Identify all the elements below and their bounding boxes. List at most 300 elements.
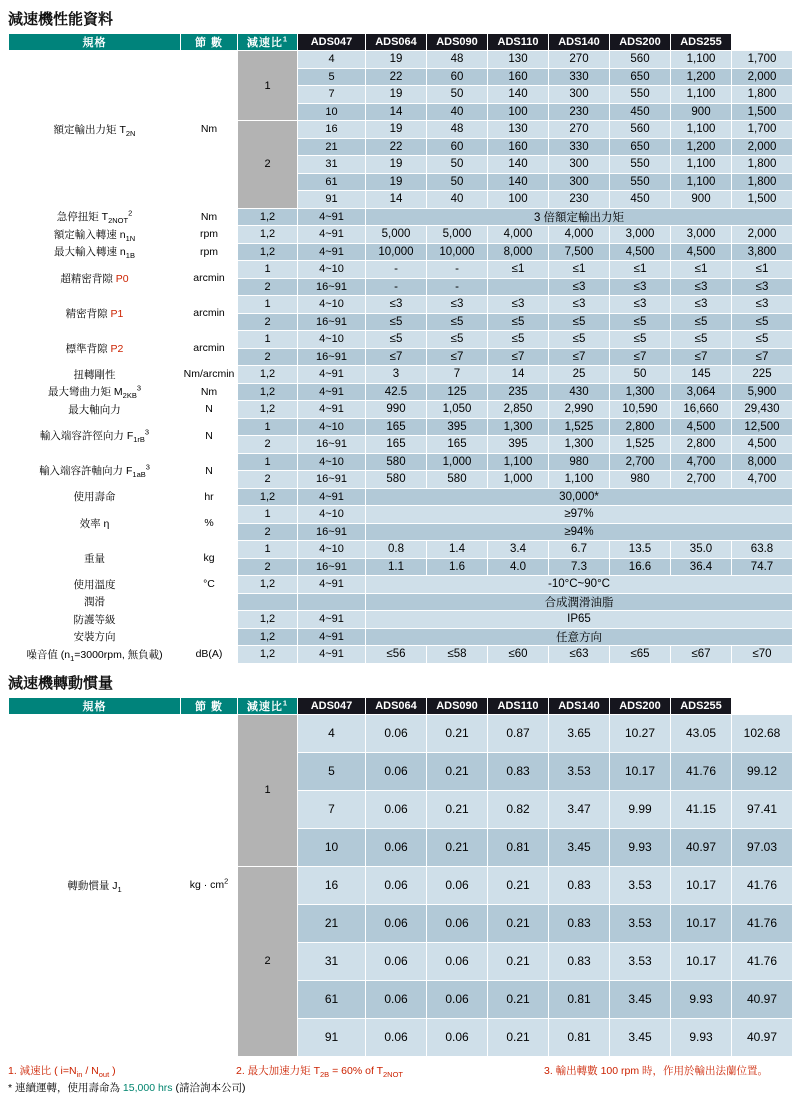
value-cell: 300 (549, 86, 610, 104)
value-cell: ≤3 (549, 296, 610, 314)
ratio-cell: 16~91 (298, 278, 366, 296)
value-cell: 19 (366, 156, 427, 174)
table-row (9, 611, 793, 629)
value-cell: 3.45 (610, 980, 671, 1018)
value-cell: 60 (427, 68, 488, 86)
stage-cell: 1,2 (238, 383, 298, 401)
value-cell: 980 (549, 453, 610, 471)
value-cell: ≤1 (732, 261, 793, 279)
value-cell: 580 (366, 471, 427, 489)
value-cell: 50 (427, 86, 488, 104)
value-cell: 35.0 (671, 541, 732, 559)
spec-cell: 額定輸出力矩 $T_{2N}$ (9, 51, 181, 209)
value-cell: 580 (427, 471, 488, 489)
value-cell: ≤7 (427, 348, 488, 366)
value-cell: 0.83 (549, 942, 610, 980)
stage-cell: 1 (238, 261, 298, 279)
model-header: ADS047 (298, 34, 366, 51)
value-cell: 145 (671, 366, 732, 384)
model-header: ADS090 (427, 697, 488, 714)
value-cell: 5,000 (366, 226, 427, 244)
value-cell: 270 (549, 51, 610, 69)
unit-cell: Nm (181, 51, 238, 209)
footnote-2: 2. 最大加速力矩 $T_{2B} = 60\%$ of $T_{2NOT}$ (236, 1064, 404, 1079)
stage-cell: 2 (238, 313, 298, 331)
spec-cell: 重量 (9, 541, 181, 576)
value-cell: ≤5 (610, 313, 671, 331)
value-cell: ≤5 (427, 313, 488, 331)
spec-cell: 潤滑 (9, 593, 181, 611)
value-cell: - (366, 261, 427, 279)
value-cell: ≤7 (610, 348, 671, 366)
value-cell: 330 (549, 68, 610, 86)
ratio-cell: 5 (298, 752, 366, 790)
value-cell (488, 278, 549, 296)
value-cell: 16.6 (610, 558, 671, 576)
value-cell: 580 (366, 453, 427, 471)
spec-cell: 使用溫度 (9, 576, 181, 594)
value-cell: 1,800 (732, 173, 793, 191)
value-cell: 0.21 (488, 980, 549, 1018)
section-title-inertia: 減速機轉動慣量 (8, 674, 114, 692)
footnote-3: 3. 輸出轉數 100 rpm 時，作用於輸出法蘭位置。 (544, 1064, 769, 1077)
model-header: ADS200 (610, 34, 671, 51)
unit-cell (181, 628, 238, 646)
span-value-cell: 任意方向 (366, 628, 793, 646)
stage-cell: 2 (238, 278, 298, 296)
value-cell: ≤3 (488, 296, 549, 314)
unit-cell: N (181, 401, 238, 419)
table-row (9, 383, 793, 401)
value-cell: ≤3 (732, 296, 793, 314)
unit-cell: rpm (181, 226, 238, 244)
stage-cell: 1,2 (238, 646, 298, 664)
value-cell: 550 (610, 156, 671, 174)
value-cell: 9.93 (671, 980, 732, 1018)
value-cell: 450 (610, 191, 671, 209)
value-cell: 19 (366, 173, 427, 191)
value-cell: 0.06 (366, 980, 427, 1018)
value-cell: 1,500 (732, 103, 793, 121)
value-cell: 1,700 (732, 51, 793, 69)
unit-cell: Nm/arcmin (181, 366, 238, 384)
value-cell: 4,500 (732, 436, 793, 454)
stage-cell: 1 (238, 453, 298, 471)
value-cell: 130 (488, 51, 549, 69)
value-cell: 650 (610, 68, 671, 86)
value-cell: 19 (366, 121, 427, 139)
value-cell: 10.17 (671, 866, 732, 904)
value-cell: ≤3 (549, 278, 610, 296)
ratio-cell: 5 (298, 68, 366, 86)
value-cell: 165 (366, 436, 427, 454)
value-cell: 3.53 (610, 866, 671, 904)
value-cell: 97.03 (732, 828, 793, 866)
value-cell: 9.93 (671, 1018, 732, 1056)
table-row (9, 541, 793, 559)
value-cell: 3.53 (610, 904, 671, 942)
table-row (9, 506, 793, 524)
span-value-cell: ≥97% (366, 506, 793, 524)
spec-cell: 防護等級 (9, 611, 181, 629)
value-cell: 14 (366, 191, 427, 209)
table-row (9, 226, 793, 244)
value-cell: 100 (488, 103, 549, 121)
value-cell: 0.21 (427, 714, 488, 752)
spec-header: 規格 (9, 697, 181, 714)
value-cell: ≤70 (732, 646, 793, 664)
value-cell: 10,000 (427, 243, 488, 261)
value-cell: 2,800 (610, 418, 671, 436)
table-row (9, 331, 793, 349)
value-cell: 10,590 (610, 401, 671, 419)
value-cell: 9.99 (610, 790, 671, 828)
value-cell: 10.17 (671, 942, 732, 980)
spec-cell: 轉動慣量 $J_1$ (9, 714, 181, 1056)
value-cell: 3.4 (488, 541, 549, 559)
table-row (9, 208, 793, 226)
spec-cell: 超精密背隙 P0 (9, 261, 181, 296)
value-cell: ≤3 (671, 278, 732, 296)
value-cell: 1,000 (427, 453, 488, 471)
value-cell: ≤3 (427, 296, 488, 314)
value-cell: 0.21 (427, 752, 488, 790)
value-cell: 990 (366, 401, 427, 419)
stage-cell: 2 (238, 471, 298, 489)
ratio-cell: 4 (298, 714, 366, 752)
ratio-cell (298, 593, 366, 611)
value-cell: 8,000 (732, 453, 793, 471)
model-header: ADS110 (488, 697, 549, 714)
value-cell: 63.8 (732, 541, 793, 559)
unit-cell: Nm (181, 383, 238, 401)
ratio-cell: 4~10 (298, 453, 366, 471)
stage-cell: 1,2 (238, 366, 298, 384)
value-cell: ≤7 (549, 348, 610, 366)
value-cell: 97.41 (732, 790, 793, 828)
performance-table-header (9, 34, 793, 51)
model-header: ADS090 (427, 34, 488, 51)
table-row (9, 51, 793, 69)
unit-cell: arcmin (181, 331, 238, 366)
footnotes (8, 1063, 792, 1078)
value-cell: ≤1 (549, 261, 610, 279)
value-cell: 0.83 (549, 904, 610, 942)
value-cell: ≤3 (610, 296, 671, 314)
table-row (9, 576, 793, 594)
value-cell: 3.45 (610, 1018, 671, 1056)
value-cell: 0.82 (488, 790, 549, 828)
value-cell: ≤5 (488, 313, 549, 331)
value-cell: ≤3 (366, 296, 427, 314)
value-cell: ≤5 (671, 313, 732, 331)
ratio-cell: 4~91 (298, 628, 366, 646)
value-cell: 22 (366, 138, 427, 156)
stage-cell: 1 (238, 331, 298, 349)
model-header: ADS255 (671, 34, 732, 51)
table-row (9, 453, 793, 471)
stage-cell: 1 (238, 418, 298, 436)
value-cell: 0.21 (488, 866, 549, 904)
spec-header: 規格 (9, 34, 181, 51)
value-cell: 1,300 (549, 436, 610, 454)
value-cell: 10.17 (610, 752, 671, 790)
stage-cell: 2 (238, 866, 298, 1056)
ratio-cell: 4 (298, 51, 366, 69)
value-cell: 10.17 (671, 904, 732, 942)
value-cell: 230 (549, 191, 610, 209)
span-value-cell: 3 倍額定輸出力矩 (366, 208, 793, 226)
value-cell: 10,000 (366, 243, 427, 261)
value-cell: 270 (549, 121, 610, 139)
value-cell: 300 (549, 173, 610, 191)
unit-cell: Nm (181, 208, 238, 226)
ratio-header: 減速比$^1$ (238, 697, 298, 714)
table-row (9, 261, 793, 279)
value-cell: 980 (610, 471, 671, 489)
value-cell: 165 (427, 436, 488, 454)
value-cell: 235 (488, 383, 549, 401)
model-header: ADS047 (298, 697, 366, 714)
value-cell: 160 (488, 68, 549, 86)
value-cell: 2,000 (732, 226, 793, 244)
value-cell: 0.21 (427, 790, 488, 828)
value-cell: 0.06 (366, 752, 427, 790)
value-cell: ≤67 (671, 646, 732, 664)
value-cell: 0.21 (488, 904, 549, 942)
value-cell: 0.81 (549, 1018, 610, 1056)
value-cell: 395 (427, 418, 488, 436)
model-header: ADS140 (549, 697, 610, 714)
value-cell: ≤5 (732, 331, 793, 349)
ratio-cell: 4~91 (298, 611, 366, 629)
value-cell: 2,700 (671, 471, 732, 489)
stages-header: 節 數 (181, 34, 238, 51)
value-cell: 900 (671, 191, 732, 209)
value-cell: 40.97 (671, 828, 732, 866)
ratio-cell: 16~91 (298, 523, 366, 541)
stage-cell: 1,2 (238, 243, 298, 261)
value-cell: 41.76 (732, 866, 793, 904)
value-cell: ≤5 (366, 313, 427, 331)
value-cell: 3.65 (549, 714, 610, 752)
value-cell: ≤3 (610, 278, 671, 296)
value-cell: 0.06 (427, 942, 488, 980)
model-header: ADS200 (610, 697, 671, 714)
value-cell: 74.7 (732, 558, 793, 576)
value-cell: 50 (610, 366, 671, 384)
value-cell: 2,800 (671, 436, 732, 454)
stage-cell: 1,2 (238, 401, 298, 419)
value-cell: 230 (549, 103, 610, 121)
table-row (9, 418, 793, 436)
value-cell: 560 (610, 121, 671, 139)
stage-cell: 1 (238, 506, 298, 524)
value-cell: 99.12 (732, 752, 793, 790)
value-cell: 7,500 (549, 243, 610, 261)
value-cell: 450 (610, 103, 671, 121)
value-cell: 0.06 (366, 790, 427, 828)
value-cell: 19 (366, 51, 427, 69)
value-cell: 4.0 (488, 558, 549, 576)
stage-cell: 1,2 (238, 576, 298, 594)
value-cell: 0.06 (366, 1018, 427, 1056)
value-cell: 2,700 (610, 453, 671, 471)
value-cell: 0.8 (366, 541, 427, 559)
value-cell: ≤58 (427, 646, 488, 664)
value-cell: 40.97 (732, 1018, 793, 1056)
unit-cell: rpm (181, 243, 238, 261)
value-cell: 900 (671, 103, 732, 121)
value-cell: - (427, 278, 488, 296)
spec-cell: 急停扭矩 $T_{2NOT}^2$ (9, 208, 181, 226)
value-cell: ≤7 (732, 348, 793, 366)
value-cell: 0.81 (488, 828, 549, 866)
spec-cell: 輸入端容許軸向力 $F_{1aB}^3$ (9, 453, 181, 488)
value-cell: 8,000 (488, 243, 549, 261)
ratio-cell: 61 (298, 173, 366, 191)
ratio-cell: 4~91 (298, 401, 366, 419)
value-cell: 1,200 (671, 68, 732, 86)
value-cell: ≤3 (732, 278, 793, 296)
value-cell: 7 (427, 366, 488, 384)
ratio-cell: 7 (298, 790, 366, 828)
value-cell: 40 (427, 191, 488, 209)
value-cell: 4,500 (671, 418, 732, 436)
ratio-cell: 4~10 (298, 418, 366, 436)
value-cell: 1,100 (671, 156, 732, 174)
value-cell: 1.6 (427, 558, 488, 576)
value-cell: ≤7 (671, 348, 732, 366)
value-cell: 1,000 (488, 471, 549, 489)
ratio-cell: 4~10 (298, 261, 366, 279)
value-cell: 130 (488, 121, 549, 139)
value-cell: 650 (610, 138, 671, 156)
value-cell: 1,800 (732, 156, 793, 174)
value-cell: 1,300 (488, 418, 549, 436)
value-cell: 430 (549, 383, 610, 401)
stages-header: 節 數 (181, 697, 238, 714)
value-cell: 3.53 (549, 752, 610, 790)
unit-cell: dB(A) (181, 646, 238, 664)
value-cell: 25 (549, 366, 610, 384)
ratio-cell: 4~91 (298, 488, 366, 506)
table-row (9, 366, 793, 384)
value-cell: 0.21 (488, 1018, 549, 1056)
value-cell: 1,200 (671, 138, 732, 156)
ratio-cell: 10 (298, 828, 366, 866)
ratio-cell: 10 (298, 103, 366, 121)
unit-cell: kg · $cm^2$ (181, 714, 238, 1056)
value-cell: 1,500 (732, 191, 793, 209)
ratio-cell: 4~10 (298, 506, 366, 524)
table-row (9, 488, 793, 506)
model-header: ADS064 (366, 34, 427, 51)
value-cell: 3 (366, 366, 427, 384)
value-cell: ≤60 (488, 646, 549, 664)
unit-cell: N (181, 418, 238, 453)
value-cell: 3,800 (732, 243, 793, 261)
stage-cell: 1,2 (238, 628, 298, 646)
value-cell: 1,050 (427, 401, 488, 419)
value-cell: 22 (366, 68, 427, 86)
value-cell: 42.5 (366, 383, 427, 401)
value-cell: 1,100 (671, 86, 732, 104)
value-cell: 1,100 (671, 121, 732, 139)
table-row (9, 243, 793, 261)
stage-cell: 2 (238, 436, 298, 454)
ratio-cell: 16~91 (298, 313, 366, 331)
value-cell: 1.1 (366, 558, 427, 576)
unit-cell: % (181, 506, 238, 541)
value-cell: 48 (427, 51, 488, 69)
span-value-cell: -10°C~90°C (366, 576, 793, 594)
spec-cell: 最大輸入轉速 $n_{1B}$ (9, 243, 181, 261)
value-cell: 0.21 (427, 828, 488, 866)
value-cell: 1,100 (671, 173, 732, 191)
stage-cell: 1,2 (238, 226, 298, 244)
inertia-table-header (9, 697, 793, 714)
value-cell: 225 (732, 366, 793, 384)
stage-cell: 1 (238, 541, 298, 559)
ratio-cell: 4~10 (298, 541, 366, 559)
footnote-star: * 連續運轉，使用壽命為 15,000 hrs (請洽詢本公司) (8, 1081, 246, 1094)
stage-cell: 2 (238, 558, 298, 576)
model-header: ADS255 (671, 697, 732, 714)
value-cell: 13.5 (610, 541, 671, 559)
value-cell: 3.47 (549, 790, 610, 828)
value-cell: 1,100 (671, 51, 732, 69)
value-cell: 16,660 (671, 401, 732, 419)
value-cell: 60 (427, 138, 488, 156)
ratio-cell: 31 (298, 942, 366, 980)
stage-cell: 1,2 (238, 611, 298, 629)
value-cell: 2,850 (488, 401, 549, 419)
value-cell: 41.76 (671, 752, 732, 790)
value-cell: 100 (488, 191, 549, 209)
value-cell: ≤1 (488, 261, 549, 279)
value-cell: ≤5 (549, 331, 610, 349)
value-cell: 5,900 (732, 383, 793, 401)
ratio-cell: 61 (298, 980, 366, 1018)
ratio-cell: 21 (298, 904, 366, 942)
span-value-cell: ≥94% (366, 523, 793, 541)
value-cell: 40.97 (732, 980, 793, 1018)
spec-cell: 輸入端容許徑向力 $F_{1rB}^3$ (9, 418, 181, 453)
performance-table-body (9, 51, 793, 664)
value-cell: 102.68 (732, 714, 793, 752)
value-cell: 36.4 (671, 558, 732, 576)
value-cell: 125 (427, 383, 488, 401)
stage-cell: 1 (238, 51, 298, 121)
value-cell: 0.87 (488, 714, 549, 752)
stage-cell: 2 (238, 523, 298, 541)
span-value-cell: IP65 (366, 611, 793, 629)
value-cell: 0.06 (366, 714, 427, 752)
value-cell: 2,990 (549, 401, 610, 419)
ratio-cell: 16~91 (298, 558, 366, 576)
value-cell: ≤5 (610, 331, 671, 349)
performance-spec-table (8, 33, 793, 664)
value-cell: 10.27 (610, 714, 671, 752)
table-row (9, 593, 793, 611)
value-cell: 300 (549, 156, 610, 174)
value-cell: 1,800 (732, 86, 793, 104)
value-cell: 41.76 (732, 904, 793, 942)
value-cell: 12,500 (732, 418, 793, 436)
spec-cell: 安裝方向 (9, 628, 181, 646)
value-cell: 0.06 (366, 942, 427, 980)
